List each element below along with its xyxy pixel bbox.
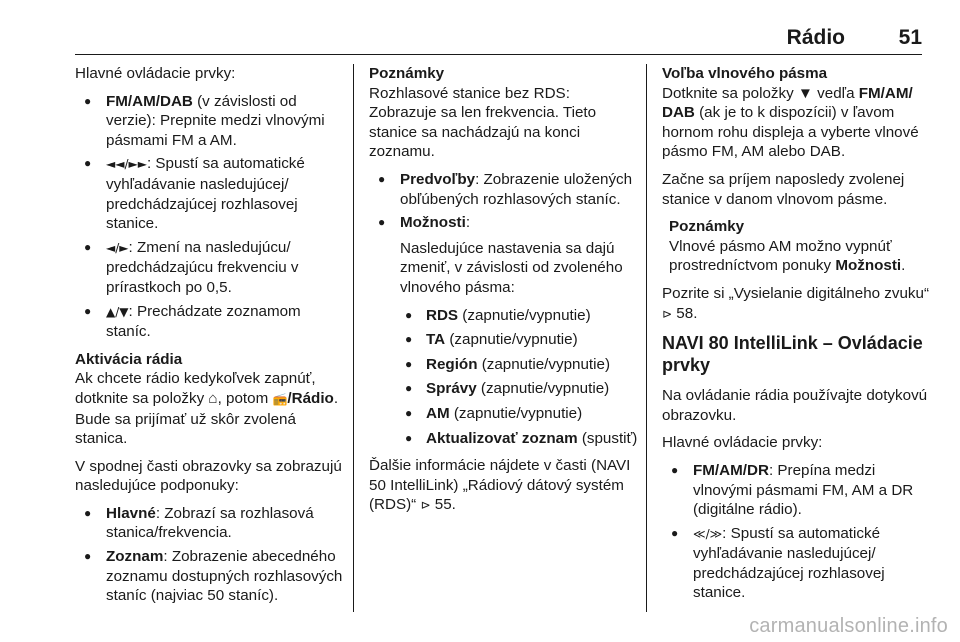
band-heading: Voľba vlnového pásma <box>662 65 828 82</box>
list-item: ● TA (zapnutie/vypnutie) <box>369 330 639 350</box>
submenu-list-2 <box>369 170 639 298</box>
column-1 <box>75 64 347 614</box>
seek-icon: ◄◄/►► <box>106 157 147 172</box>
controls-intro: Hlavné ovládacie prvky: <box>75 65 236 82</box>
list-item: ● ≪/≫: Spustí sa automatické vyhľadávanie nasledujúcej/ predchádzajúcej rozhlasovej stanice. <box>662 524 932 603</box>
column-3 <box>662 64 932 611</box>
radio-icon: 📻 <box>272 391 288 406</box>
activation-text: Ak chcete rádio kedykoľvek zapnúť, dotknite sa položky ⌂, potom 📻/Rádio. Bude sa prijímať už skôr zvolená stanica. <box>75 370 339 448</box>
step-icon: ◄/► <box>106 240 129 255</box>
note-block <box>662 217 932 276</box>
note-heading: Poznámky <box>369 65 445 82</box>
see-text: Pozrite si „Vysielanie digitálneho zvuku“ ⊳ 58. <box>662 284 930 322</box>
options-intro: Nasledujúce nastavenia sa dajú zmeniť, v závislosti od zvoleného vlnového pásma: <box>400 239 623 296</box>
note-heading: Poznámky <box>669 218 745 236</box>
list-item: ● Predvoľby: Zobrazenie uložených obľúbených rozhlasových staníc. <box>369 170 639 209</box>
activation-heading: Aktivácia rádia <box>75 350 183 368</box>
list-item: ● Aktualizovať zoznam (spustiť) <box>369 429 639 449</box>
column-2 <box>369 64 639 524</box>
list-item: ● Zoznam: Zobrazenie abecedného zoznamu dostupných rozhlasových staníc (najviac 50 staníc). <box>75 547 347 606</box>
section-text: Na ovládanie rádia používajte dotykovú obrazovku. <box>662 387 928 424</box>
more-info-text: Ďalšie informácie nájdete v časti (NAVI 50 IntelliLink) „Rádiový dátový systém (RDS)“ ⊳ 55. <box>369 457 631 514</box>
scroll-icon: ▲/▼ <box>106 304 129 319</box>
page-ref-icon: ⊳ <box>662 306 673 321</box>
page-ref-icon: ⊳ <box>420 498 431 513</box>
section-heading: NAVI 80 IntelliLink – Ovládacie prvky <box>662 333 923 376</box>
list-item: ● Správy (zapnutie/vypnutie) <box>369 379 639 399</box>
list-item: ● Hlavné: Zobrazí sa rozhlasová stanica/frekvencia. <box>75 504 347 543</box>
list-item: ● RDS (zapnutie/vypnutie) <box>369 306 639 326</box>
header-rule <box>75 54 922 55</box>
submenu-intro: V spodnej časti obrazovky sa zobrazujú nasledujúce podponuky: <box>75 457 342 495</box>
page-title: Rádio <box>786 26 845 49</box>
page-header <box>0 0 960 56</box>
seek-icon: ≪/≫ <box>693 526 723 541</box>
band-text-2: Začne sa príjem naposledy zvolenej stanice v danom vlnovom pásme. <box>662 170 905 208</box>
controls-list <box>662 461 932 603</box>
list-item: ● FM/AM/DAB (v závislosti od verzie): Prepnite medzi vlnovými pásmami FM a AM. <box>75 92 347 151</box>
column-divider-2 <box>646 64 647 612</box>
column-divider-1 <box>353 64 354 612</box>
note-text: Rozhlasové stanice bez RDS: Zobrazuje sa len frekvencia. Tieto stanice sa nachádzajú na konci zoznamu. <box>369 84 597 161</box>
list-item: ● ▲/▼: Prechádzate zoznamom staníc. <box>75 302 347 342</box>
band-text: Dotknite sa položky ▼ vedľa FM/AM/ DAB (ak je to k dispozícii) v ľavom hornom rohu displeja a vyberte vlnové pásmo FM, AM alebo DAB. <box>662 84 919 161</box>
list-item: ● Možnosti: Nasledujúce nastavenia sa dajú zmeniť, v závislosti od zvoleného vlnového pásma: <box>369 213 639 297</box>
list-item: ● ◄/►: Zmení na nasledujúcu/ predchádzajúcu frekvenciu v prírastkoch po 0,5. <box>75 238 347 298</box>
watermark: carmanualsonline.info <box>749 615 948 637</box>
list-item: ● FM/AM/DR: Prepína medzi vlnovými pásmami FM, AM a DR (digitálne rádio). <box>662 461 932 520</box>
note-text: Vlnové pásmo AM možno vypnúť prostredníctvom ponuky Možnosti. <box>669 237 906 275</box>
list-item: ● Región (zapnutie/vypnutie) <box>369 355 639 375</box>
controls-intro: Hlavné ovládacie prvky: <box>662 434 823 452</box>
list-item: ● ◄◄/►►: Spustí sa automatické vyhľadávanie nasledujúcej/ predchádzajúcej rozhlasovej stanice. <box>75 154 347 233</box>
options-list <box>369 306 639 449</box>
submenu-list <box>75 504 347 606</box>
list-item: ● AM (zapnutie/vypnutie) <box>369 404 639 424</box>
home-icon: ⌂ <box>208 389 218 407</box>
page-number: 51 <box>898 26 922 49</box>
controls-list <box>75 92 347 342</box>
